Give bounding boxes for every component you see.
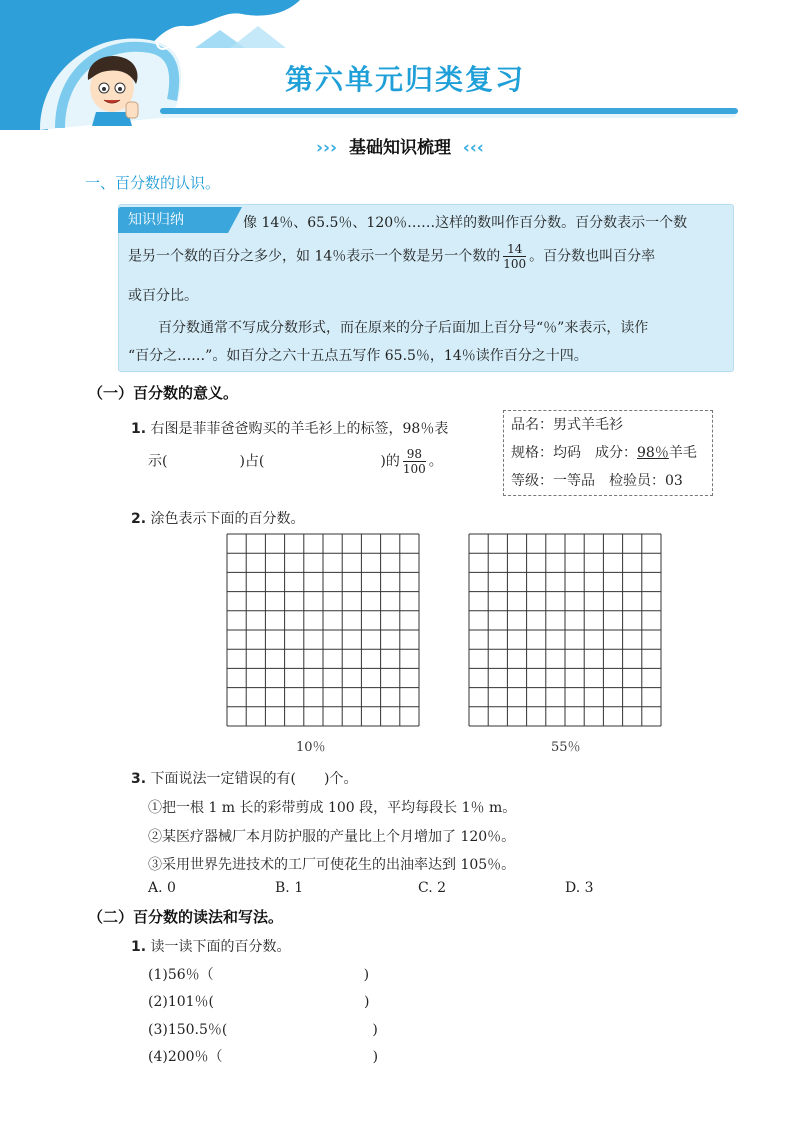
read-item-label: (2)101％( xyxy=(148,994,215,1010)
knowledge-line-2 xyxy=(128,242,655,271)
label-line-2 xyxy=(511,442,697,462)
blank-close-text: )的 xyxy=(380,453,400,470)
read-item-label: (4)200％（ xyxy=(148,1049,223,1065)
option-a[interactable]: A. 0 xyxy=(148,880,176,896)
blank-open-1: 示( xyxy=(148,453,168,470)
question-text: 涂色表示下面的百分数。 xyxy=(150,511,305,527)
knowledge-line-5: “百分之……”。如百分之六十五点五写作 65.5％，14％读作百分之十四。 xyxy=(128,348,588,364)
label-spec: 规格：均码 成分： xyxy=(511,445,637,461)
question-text: 右图是菲菲爸爸购买的羊毛衫上的标签，98％表 xyxy=(150,421,449,437)
label-line-3: 等级：一等品 检验员：03 xyxy=(511,473,683,489)
read-item-4 xyxy=(148,1046,378,1066)
partA-q1-line1 xyxy=(131,418,448,438)
knowledge-line-1: 像 14％、65.5％、120％……这样的数叫作百分数。百分数表示一个数 xyxy=(243,215,688,231)
unit-title: 第六单元归类复习 xyxy=(285,63,526,96)
fraction-numerator: 98 xyxy=(403,447,426,462)
period: 。 xyxy=(428,453,443,470)
grid2-caption: 55％ xyxy=(551,740,581,755)
chevron-right-icon: ››› xyxy=(316,138,338,158)
read-item-3 xyxy=(148,1019,378,1039)
paren-close: ) xyxy=(364,994,370,1010)
read-item-label: (1)56％（ xyxy=(148,967,214,983)
section-title-bar xyxy=(0,133,800,158)
partA-heading: （一）百分数的意义。 xyxy=(88,384,239,402)
option-d[interactable]: D. 3 xyxy=(565,880,594,896)
read-item-2 xyxy=(148,991,369,1011)
question-text: 下面说法一定错误的有( )个。 xyxy=(150,771,358,787)
partA-q1-line2 xyxy=(148,447,443,476)
statement-2: ②某医疗器械厂本月防护服的产量比上个月增加了 120％。 xyxy=(148,829,516,845)
knowledge-line-2-pre: 是另一个数的百分之多少，如 14％表示一个数是另一个数的 xyxy=(128,248,501,265)
question-number: 3. xyxy=(131,771,147,787)
grid1-caption: 10％ xyxy=(296,740,326,755)
option-b[interactable]: B. 1 xyxy=(275,880,304,896)
partA-q3 xyxy=(131,768,357,788)
label-percent: 98％ xyxy=(637,445,669,461)
question-number: 1. xyxy=(131,421,147,437)
section1-heading: 一、百分数的认识。 xyxy=(85,174,221,192)
knowledge-line-4: 百分数通常不写成分数形式，而在原来的分子后面加上百分号“％”来表示，读作 xyxy=(158,320,649,336)
knowledge-line-2-post: 。百分数也叫百分率 xyxy=(529,248,656,265)
label-material: 羊毛 xyxy=(668,445,697,461)
grid-55-percent[interactable] xyxy=(468,533,662,727)
fraction-denominator: 100 xyxy=(402,462,426,476)
knowledge-tag: 知识归纳 xyxy=(118,207,228,233)
question-number: 2. xyxy=(131,511,147,527)
read-item-1 xyxy=(148,964,369,984)
paren-close: ) xyxy=(363,967,370,983)
bicycle-icon xyxy=(156,30,190,50)
statement-1: ①把一根 1 m 长的彩带剪成 100 段，平均每段长 1％ m。 xyxy=(148,800,517,816)
paren-close: ) xyxy=(372,1049,379,1065)
chevron-left-icon: ‹‹‹ xyxy=(462,138,484,158)
section-title: 基础知识梳理 xyxy=(349,138,451,158)
label-line-1: 品名：男式羊毛衫 xyxy=(511,417,623,433)
grid-10-percent[interactable] xyxy=(226,533,420,727)
partA-q2 xyxy=(131,508,305,528)
partB-heading: （二）百分数的读法和写法。 xyxy=(88,908,284,926)
fraction-98-100 xyxy=(403,447,426,476)
question-text: 读一读下面的百分数。 xyxy=(150,939,291,955)
fraction-denominator: 100 xyxy=(503,257,527,271)
option-c[interactable]: C. 2 xyxy=(418,880,447,896)
paren-close: ) xyxy=(372,1022,378,1038)
partB-q1 xyxy=(131,936,291,956)
question-number: 1. xyxy=(131,939,147,955)
fraction-numerator: 14 xyxy=(503,242,526,257)
cartoon-boy-avatar xyxy=(78,50,148,126)
read-item-label: (3)150.5％( xyxy=(148,1022,228,1038)
blank-open-2: )占( xyxy=(239,453,265,470)
knowledge-line-3: 或百分比。 xyxy=(128,288,198,304)
statement-3: ③采用世界先进技术的工厂可使花生的出油率达到 105％。 xyxy=(148,857,516,873)
fraction-14-100 xyxy=(503,242,526,271)
